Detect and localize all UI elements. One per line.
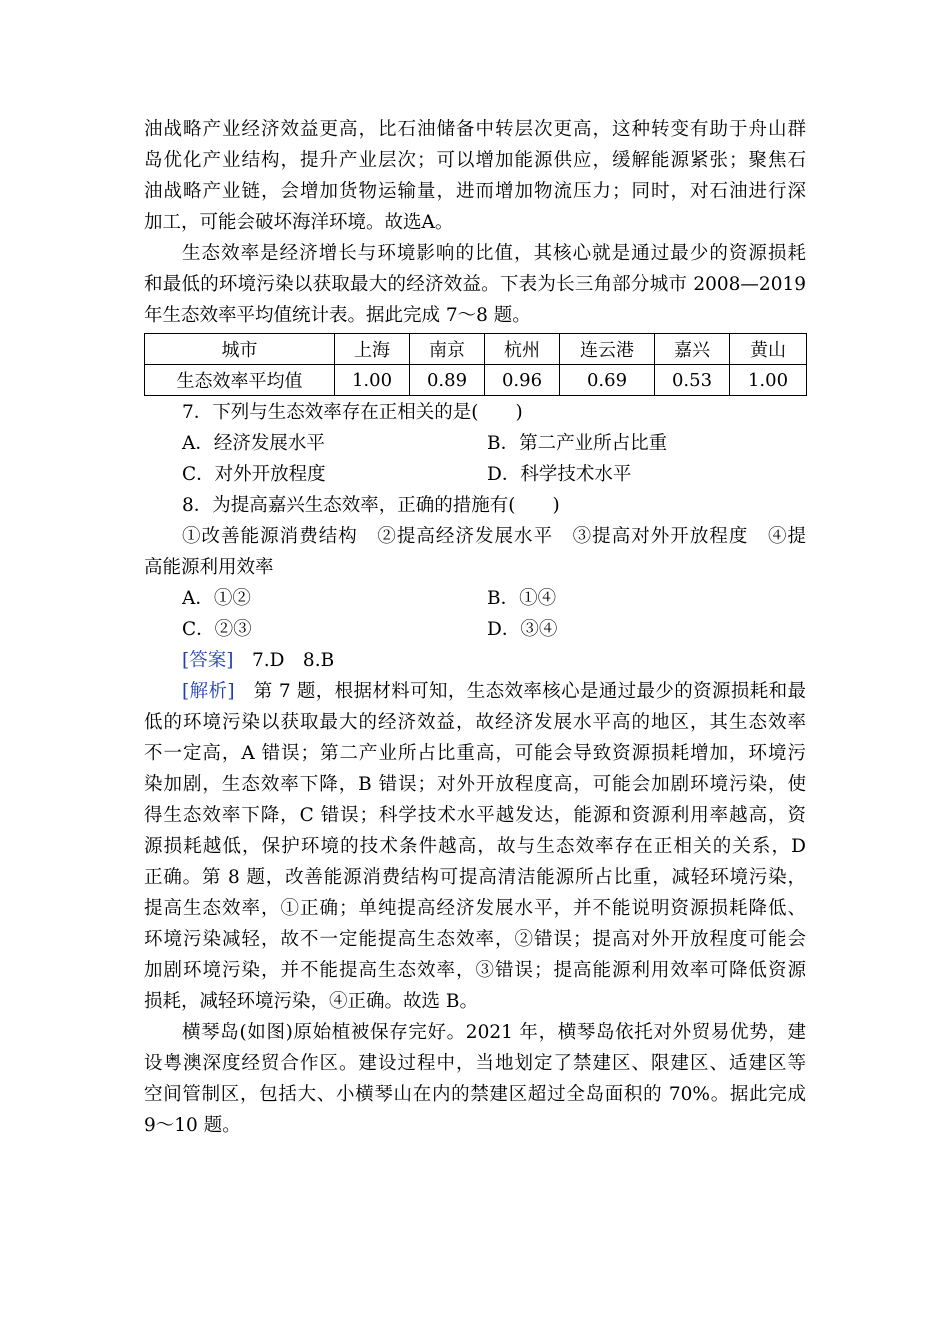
question-items: ①改善能源消费结构 ②提高经济发展水平 ③提高对外开放程度 ④提 — [182, 526, 806, 547]
question-8 — [144, 490, 806, 645]
option-c: C．②③ — [182, 619, 252, 640]
text-line: 加工，可能会破坏海洋环境。故选A。 — [144, 212, 454, 233]
analysis-paragraph — [144, 676, 806, 1017]
table-header-cell: 连云港 — [560, 334, 655, 365]
option-c: C．对外开放程度 — [182, 464, 326, 485]
answer-text: 7.D 8.B — [233, 650, 335, 671]
option-a: A．①② — [182, 588, 251, 609]
text-line: 提高生态效率，①正确；单纯提高经济发展水平，并不能说明资源损耗降低、 — [144, 898, 806, 919]
question-items: 高能源利用效率 — [144, 557, 274, 578]
option-row — [144, 614, 806, 645]
paragraph-eco-efficiency-intro — [144, 238, 806, 331]
text-line: 油战略产业经济效益更高，比石油储备中转层次更高，这种转变有助于舟山群 — [144, 119, 806, 140]
table-cell: 0.69 — [560, 365, 655, 396]
answer-tag: [答案] — [182, 650, 234, 671]
text-line: 年生态效率平均值统计表。据此完成 7～8 题。 — [144, 305, 531, 326]
option-row — [144, 459, 806, 490]
text-line: 源损耗越低，保护环境的技术条件越高，故与生态效率存在正相关的关系，D — [144, 836, 806, 857]
option-row — [144, 583, 806, 614]
text-line: 9～10 题。 — [144, 1115, 241, 1136]
text-line: 损耗，减轻环境污染，④正确。故选 B。 — [144, 991, 478, 1012]
table-cell: 0.96 — [485, 365, 560, 396]
option-row — [144, 428, 806, 459]
table-header-cell: 杭州 — [485, 334, 560, 365]
paragraph-oil-industry — [144, 114, 806, 238]
table-header-cell: 嘉兴 — [655, 334, 730, 365]
text-line: 加剧环境污染，并不能提高生态效率，③错误；提高能源利用效率可降低资源 — [144, 960, 806, 981]
text-line: 低的环境污染以获取最大的经济效益，故经济发展水平高的地区，其生态效率 — [144, 712, 806, 733]
table-cell: 生态效率平均值 — [145, 365, 335, 396]
text-line: 得生态效率下降，C 错误；科学技术水平越发达，能源和资源利用率越高，资 — [144, 805, 806, 826]
eco-efficiency-table — [144, 333, 807, 396]
text-line: 岛优化产业结构，提升产业层次；可以增加能源供应，缓解能源紧张；聚焦石 — [144, 150, 806, 171]
table-header-cell: 上海 — [335, 334, 410, 365]
text-line: 空间管制区，包括大、小横琴山在内的禁建区超过全岛面积的 70%。据此完成 — [144, 1084, 806, 1105]
analysis-tag: [解析] — [182, 681, 235, 702]
table-row — [145, 365, 807, 396]
question-stem: 8．为提高嘉兴生态效率，正确的措施有( ) — [182, 495, 560, 516]
text-line: 正确。第 8 题，改善能源消费结构可提高清洁能源所占比重，减轻环境污染， — [144, 867, 806, 888]
table-cell: 0.53 — [655, 365, 730, 396]
text-line: 和最低的环境污染以获取最大的经济效益。下表为长三角部分城市 2008—2019 — [144, 274, 806, 295]
paragraph-hengqin — [144, 1017, 806, 1141]
option-b: B．第二产业所占比重 — [487, 433, 668, 454]
table-cell: 0.89 — [410, 365, 485, 396]
option-d: D．③④ — [487, 619, 558, 640]
text-line: 生态效率是经济增长与环境影响的比值，其核心就是通过最少的资源损耗 — [182, 243, 806, 264]
table-header-row — [145, 334, 807, 365]
table-cell: 1.00 — [335, 365, 410, 396]
analysis-first-line — [144, 676, 806, 707]
answer-line — [144, 645, 806, 676]
option-b: B．①④ — [487, 588, 557, 609]
text-line: 不一定高，A 错误；第二产业所占比重高，可能会导致资源损耗增加，环境污 — [144, 743, 806, 764]
text-line: 环境污染减轻，故不一定能提高生态效率，②错误；提高对外开放程度可能会 — [144, 929, 806, 950]
text-line: 横琴岛(如图)原始植被保存完好。2021 年，横琴岛依托对外贸易优势，建 — [182, 1022, 806, 1043]
text-line: 染加剧，生态效率下降，B 错误；对外开放程度高，可能会加剧环境污染，使 — [144, 774, 806, 795]
option-d: D．科学技术水平 — [487, 464, 632, 485]
table-header-cell: 黄山 — [730, 334, 807, 365]
option-a: A．经济发展水平 — [182, 433, 325, 454]
analysis-text: 第 7 题，根据材料可知，生态效率核心是通过最少的资源损耗和最 — [234, 681, 806, 702]
text-line: 设粤澳深度经贸合作区。建设过程中，当地划定了禁建区、限建区、适建区等 — [144, 1053, 806, 1074]
table-cell: 1.00 — [730, 365, 807, 396]
question-7 — [144, 397, 806, 490]
document-page — [144, 114, 806, 1141]
table-header-cell: 南京 — [410, 334, 485, 365]
question-stem: 7．下列与生态效率存在正相关的是( ) — [182, 402, 523, 423]
table-header-cell: 城市 — [145, 334, 335, 365]
text-line: 油战略产业链，会增加货物运输量，进而增加物流压力；同时，对石油进行深 — [144, 181, 806, 202]
